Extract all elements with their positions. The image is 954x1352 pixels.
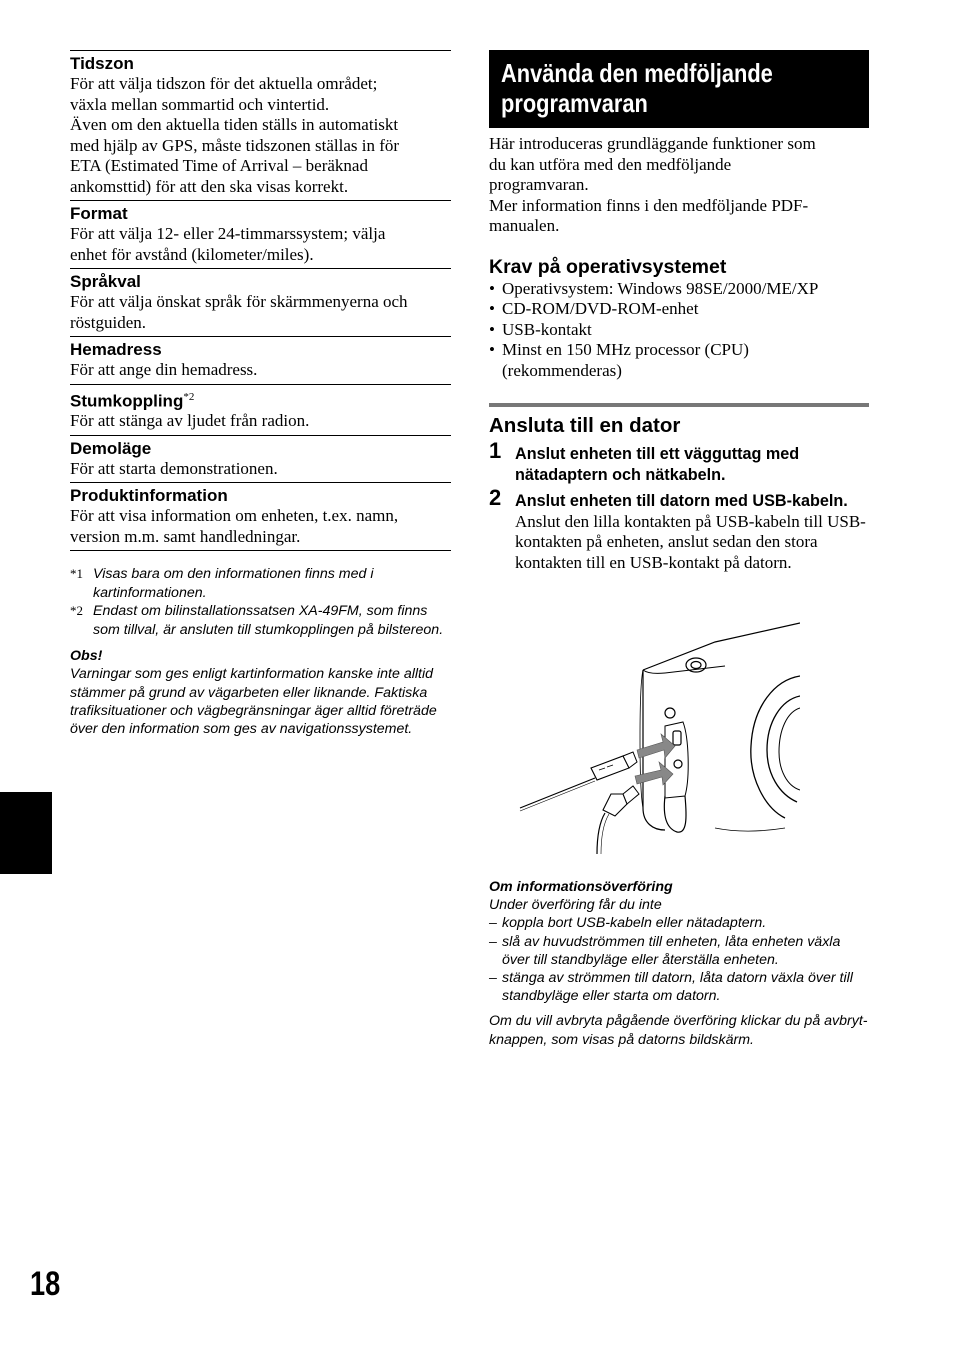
divider [70, 550, 451, 551]
settings-item [70, 268, 451, 336]
list-item-text: slå av huvudströmmen till enheten, låta enheten växla över till standbyläge eller återställa enheten. [502, 933, 841, 968]
list-item [489, 320, 869, 341]
list-item [489, 969, 869, 1005]
list-item-text: koppla bort USB-kabeln eller nätadaptern. [502, 915, 767, 932]
section-divider [489, 403, 869, 407]
step-body [515, 491, 869, 573]
usb-connection-illustration [515, 618, 800, 858]
right-column [489, 50, 869, 573]
settings-item [70, 435, 451, 483]
step-title: Anslut enheten till datorn med USB-kabeln. [515, 492, 848, 510]
list-item-text: Minst en 150 MHz processor (CPU) (rekommenderas) [502, 340, 749, 380]
settings-item [70, 200, 451, 268]
step-body [515, 444, 869, 485]
left-column [70, 50, 451, 739]
dash-icon: – [489, 933, 497, 950]
section-tab-marker [0, 792, 52, 874]
settings-item-description: För att starta demonstrationen. [70, 458, 278, 478]
transfer-note-intro: Under överföring får du inte [489, 897, 662, 914]
dash-icon: – [489, 970, 497, 987]
list-item [489, 299, 869, 320]
footnote-text: Endast om bilinstallationssatsen XA-49FM, som finns som tillval, är ansluten till stumkopplingen på bilstereon. [93, 603, 444, 638]
settings-item-description: För att stänga av ljudet från radion. [70, 411, 310, 431]
intro-paragraph: Här introduceras grundläggande funktioner som du kan utföra med den medföljande programvaran. Mer information finns i den medföljande PDF- manualen. [489, 134, 816, 235]
settings-item-description: För att välja tidszon för det aktuella området; växla mellan sommartid och vintertid. Även om den aktuella tiden ställs in automatiskt med hjälp av GPS, måste tidszonen ställas in för ETA (Estimated Time of Arrival – beräknad ankomsttid) för att den ska visas korrekt. [70, 74, 400, 196]
settings-item [70, 50, 451, 200]
footnote-mark: *2 [70, 603, 83, 619]
bullet-icon: • [489, 299, 495, 318]
footnote-ref: *2 [183, 390, 195, 403]
footnotes [70, 565, 451, 639]
settings-item [70, 336, 451, 384]
step-number: 1 [489, 438, 502, 463]
settings-item-title: Tidszon [70, 54, 134, 73]
list-item-text: stänga av strömmen till datorn, låta datorn växla över till standbyläge eller starta om datorn. [502, 970, 853, 1005]
bullet-icon: • [489, 278, 495, 298]
settings-item-title: Produktinformation [70, 486, 228, 506]
transfer-note-title: Om informationsöverföring [489, 879, 673, 895]
requirements-heading: Krav på operativsystemet [489, 255, 727, 278]
step-text: Anslut den lilla kontakten på USB-kabeln till USB-kontakten på enheten, anslut sedan den stora kontakten till en USB-kontakt på datorn. [515, 511, 866, 572]
settings-item-description: För att välja önskat språk för skärmmenyerna och röstguiden. [70, 292, 408, 332]
transfer-note-final: Om du vill avbryta pågående överföring klickar du på avbryt-knappen, som visas på datorns bildskärm. [489, 1013, 868, 1048]
step [489, 485, 869, 573]
footnote-text: Visas bara om den informationen finns med i kartinformationen. [93, 566, 374, 601]
settings-item-description: För att välja 12- eller 24-timmarssystem; välja enhet för avstånd (kilometer/miles). [70, 224, 386, 264]
settings-item [70, 482, 451, 550]
list-item-text: USB-kontakt [502, 319, 592, 339]
page-number: 18 [30, 1265, 61, 1303]
list-item [489, 340, 869, 381]
settings-item-title-text: Stumkoppling [70, 391, 184, 411]
obs-text: Varningar som ges enligt kartinformation kanske inte alltid stämmer på grund av vägarbeten eller liknande. Faktiska trafiksituationer och vägbegränsningar äger alltid företräde över den information som ges av navigationssystemet. [70, 666, 437, 738]
settings-item [70, 384, 451, 435]
settings-item-description: För att visa information om enheten, t.ex. namn, version m.m. samt handledningar. [70, 506, 399, 546]
settings-item-title [70, 387, 451, 412]
settings-item-title: Hemadress [70, 340, 162, 359]
step [489, 438, 869, 485]
list-item-text: Operativsystem: Windows 98SE/2000/ME/XP [502, 278, 819, 298]
footnote [70, 565, 451, 602]
list-item [489, 914, 869, 932]
list-item [489, 279, 869, 300]
obs-title: Obs! [70, 648, 103, 665]
transfer-note [489, 878, 869, 1049]
step-number: 2 [489, 485, 502, 510]
obs-note [70, 647, 451, 738]
settings-item-title: Språkval [70, 272, 141, 291]
section-heading [489, 50, 869, 128]
bullet-icon: • [489, 340, 495, 359]
section-heading-line: Använda den medföljande [501, 58, 773, 88]
settings-item-description: För att ange din hemadress. [70, 360, 258, 379]
footnote [70, 602, 451, 639]
list-item [489, 933, 869, 969]
settings-item-title: Format [70, 204, 128, 223]
connect-heading: Ansluta till en dator [489, 414, 681, 437]
section-heading-line: programvaran [501, 88, 648, 118]
settings-item-title: Demoläge [70, 438, 152, 458]
requirements-list [489, 279, 869, 382]
list-item-text: CD-ROM/DVD-ROM-enhet [502, 299, 699, 318]
step-title: Anslut enheten till ett vägguttag med nätadaptern och nätkabeln. [515, 445, 800, 484]
dash-icon: – [489, 915, 497, 932]
bullet-icon: • [489, 319, 495, 339]
footnote-mark: *1 [70, 566, 83, 582]
